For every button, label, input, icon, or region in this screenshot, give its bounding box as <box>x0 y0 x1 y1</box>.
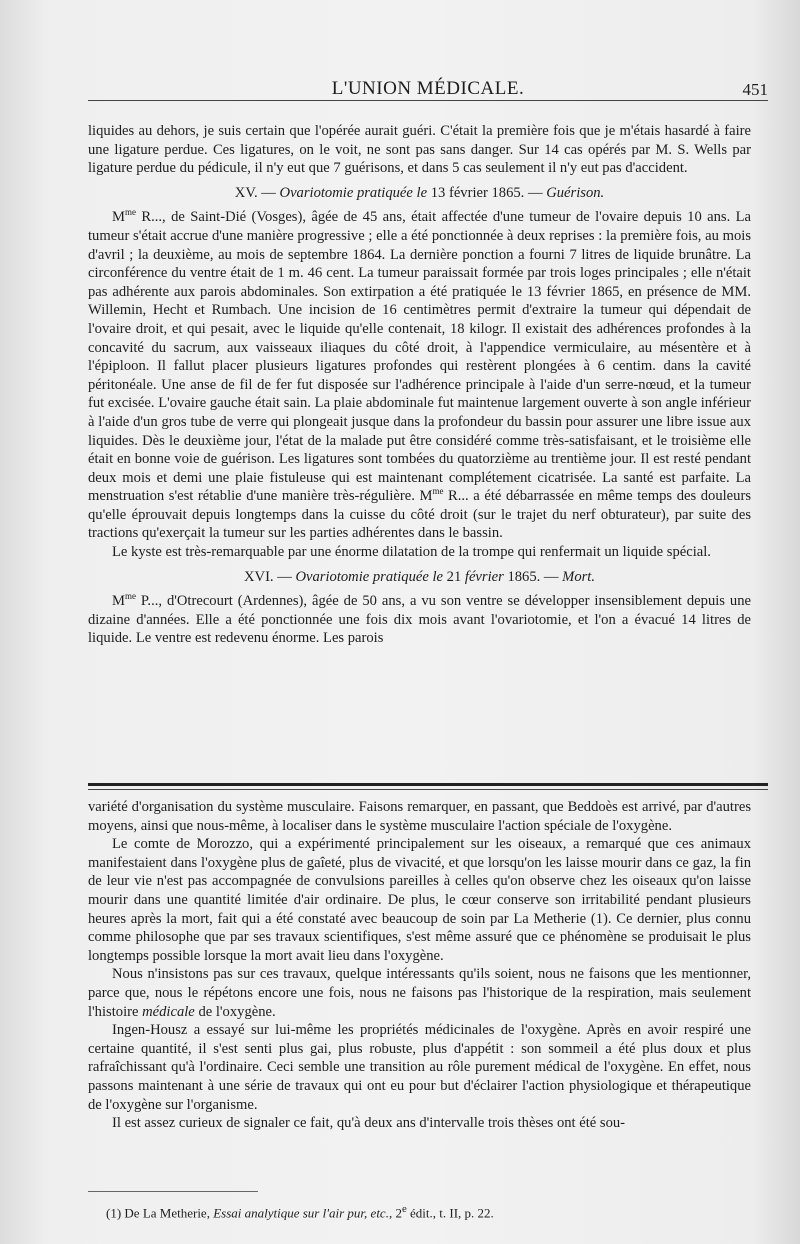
page-header <box>88 74 768 102</box>
footnote <box>106 1203 746 1221</box>
journal-title: L'UNION MÉDICALE. <box>331 78 525 99</box>
superscript: me <box>124 591 136 602</box>
paragraph: liquides au dehors, je suis certain que l'opérée aurait guéri. C'était la première fois que je m'étais hasardé à faire une ligature perdue. Ces ligatures, on le voit, ne sont pas sans danger. Sur 14 cas opérés par M. S. Wells par ligature perdue du pédicule, il n'y eut que 7 guérisons, et dans 5 cas seulement il n'y eut pas d'accident. <box>88 123 751 177</box>
superscript: me <box>124 207 136 218</box>
footnote-rule <box>88 1191 258 1192</box>
text-span: Nous n'insistons pas sur ces travaux, quelque intéressants qu'ils soient, nous ne faisons que les mentionner, parce que, nous le répétons encore une fois, nous ne faisons pas l'historique de la respiration, mais seulement l'histoire <box>88 966 751 1020</box>
text-span: P..., d'Otrecourt (Ardennes), âgée de 50 ans, a vu son ventre se développer insensiblement depuis une dizaine d'années. Elle a été ponctionnée une fois dix mois avant l'ovariotomie, et l'on a évacué 14 litres de liquide. Le ventre est redevenu énorme. Les parois <box>88 593 751 647</box>
paragraph: variété d'organisation du système musculaire. Faisons remarquer, en passant, que Beddoès est arrivé, par d'autres moyens, ainsi que nous-même, à localiser dans le système musculaire l'action spéciale de l'oxygène. <box>88 799 751 834</box>
section-number: XV. — <box>234 184 280 201</box>
page-number: 451 <box>742 80 768 99</box>
text-span: édit., t. II, p. 22. <box>406 1205 494 1221</box>
emphasis: médicale <box>142 1003 195 1020</box>
paragraph: Ingen-Housz a essayé sur lui-même les propriétés médicinales de l'oxygène. Après en avoir respiré une certaine quantité, il s'est senti plus gai, plus robuste, plus d'appétit : son sommeil a été plus doux et plus rafraîchissant qu'à l'ordinaire. Ceci semble une transition au rôle purement médical de l'oxygène. En effet, nous passons maintenant à une série de travaux qui ont eu pour but d'éclairer l'action physiologique et thérapeutique de l'oxygène sur l'organisme. <box>88 1022 751 1113</box>
section-title: Ovariotomie pratiquée le <box>295 568 443 585</box>
superscript: e <box>401 1203 407 1215</box>
section-month: février <box>464 568 504 585</box>
text-span: M <box>112 209 125 226</box>
section-result: Mort. <box>562 568 596 585</box>
feuilleton-article <box>88 798 751 1133</box>
text-span: de l'oxygène. <box>194 1003 276 1020</box>
paragraph: Il est assez curieux de signaler ce fait, qu'à deux ans d'intervalle trois thèses ont été sou- <box>112 1115 626 1132</box>
section-number: XVI. — <box>243 568 296 585</box>
paragraph: Le comte de Morozzo, qui a expérimenté principalement sur les oiseaux, a remarqué que ces animaux manifestaient dans l'oxygène plus de gaîeté, plus de vivacité, et que lorsqu'on les laisse mourir dans ce gaz, la fin de leur vie n'est pas accompagnée de convulsions pareilles à celles qu'on observe chez les oiseaux qu'on laisse mourir dans une quantité limitée d'air ordinaire. De plus, le cœur conserve son irritabilité pendant plusieurs heures après la mort, fait qui a été constaté avec beaucoup de soin par La Metherie (1). Ce dernier, plus connu comme philosophe que par ses travaux scientifiques, s'est même assuré que ce phénomène se produisait le plus longtemps possible lorsque la mort avait lieu dans l'oxygène. <box>88 836 751 964</box>
superscript: me <box>432 486 444 497</box>
text-span: (1) De La Metherie, <box>106 1205 214 1221</box>
section-year: 1865. — <box>503 568 563 585</box>
header-rule <box>88 100 768 101</box>
paragraph: Le kyste est très-remarquable par une énorme dilatation de la trompe qui renfermait un liquide spécial. <box>112 544 711 561</box>
section-date: 13 février 1865. — <box>427 184 547 201</box>
text-span: R..., de Saint-Dié (Vosges), âgée de 45 ans, était affectée d'une tumeur de l'ovaire depuis 10 ans. La tumeur s'était accrue d'une manière progressive ; elle a été ponctionnée à deux reprises : la première fois, au mois d'avril ; la deuxième, au mois de septembre 1864. La dernière ponction a fourni 7 litres de liquide brunâtre. La circonférence du ventre était de 1 m. 46 cent. La tumeur paraissait formée par trois loges principales ; elle n'était pas adhérente aux parois abdominales. Son extirpation a été pratiquée le 13 février 1865, en présence de MM. Willemin, Hecht et Rumbach. Une incision de 16 centimètres permit d'extraire la tumeur qui dépendait de l'ovaire droit, et qui pesait, avec le liquide qu'elle contenait, 18 kilogr. Il existait des adhérences profondes à la concavité du sacrum, aux vaisseaux iliaques du côté droit, à l'appendice vermiculaire, au mésentère et à l'épiploon. Il fallut placer plusieurs ligatures profondes qui restèrent plongées à 6 centim. dans la cavité péritonéale. Une anse de fil de fer fut disposée sur l'adhérence principale à l'aide d'un serre-nœud, et la tumeur fut excisée. L'ovaire gauche était sain. La plaie abdominale fut maintenue largement ouverte à son angle inférieur à l'aide d'un gros tube de verre qui plongeait jusque dans la profondeur du bassin pour assurer une libre issue aux liquides. Dès le deuxième jour, l'état de la malade put être considéré comme très-satisfaisant, et le troisième elle était en bonne voie de guérison. Les ligatures sont tombées du quatorzième au trentième jour. Il est resté pendant deux mois et demi une plaie fistuleuse qui est maintenant complétement cicatrisée. La santé est parfaite. La menstruation s'est rétablie d'une manière très-régulière. M <box>88 209 751 505</box>
section-date: 21 <box>443 568 465 585</box>
top-article <box>88 122 751 648</box>
section-title: Ovariotomie pratiquée le <box>279 184 428 201</box>
section-result: Guérison. <box>546 184 605 201</box>
text-span: , 2 <box>388 1205 402 1221</box>
case-xv-paragraph <box>88 208 751 543</box>
text-span: R... a été débarrassée en même temps des douleurs qu'elle éprouvait depuis longtemps dans la cuisse du côté droit (sur le trajet du nerf obturateur), par suite des tractions qu'exerçait la tumeur sur les parties adhérentes dans le bassin. <box>88 488 751 542</box>
text-span: M <box>112 593 125 610</box>
feuilleton-rule-thin <box>88 789 768 790</box>
feuilleton-rule <box>88 783 768 786</box>
paragraph <box>88 965 751 1021</box>
section-heading-xvi <box>88 568 751 587</box>
section-heading-xv <box>88 184 751 203</box>
footnote-title: Essai analytique sur l'air pur, etc. <box>213 1205 389 1221</box>
case-xvi-paragraph <box>88 592 751 648</box>
